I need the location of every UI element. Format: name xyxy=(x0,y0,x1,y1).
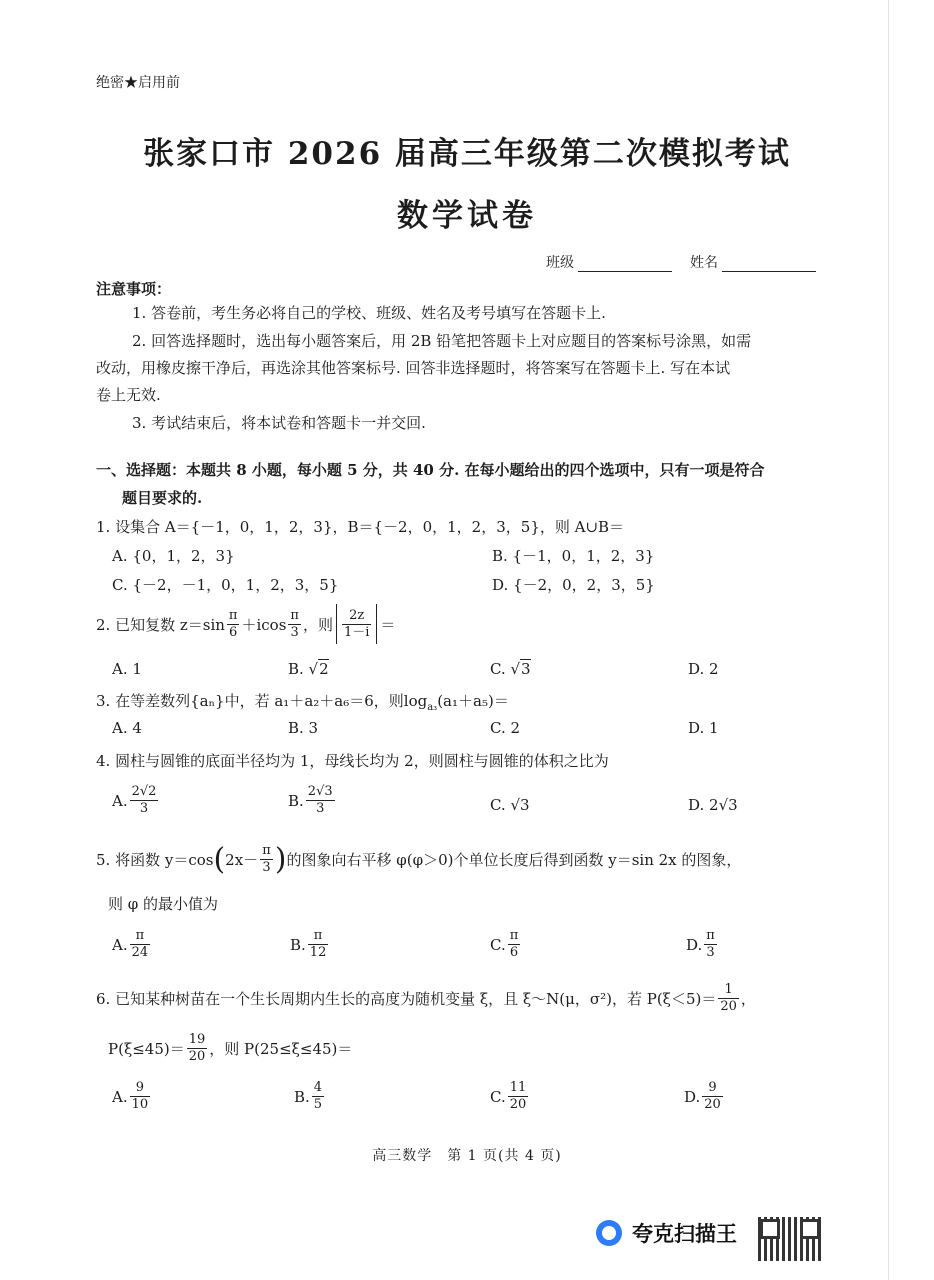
notice-heading: 注意事项： xyxy=(96,280,172,298)
q1-option-b: B. {－1，0，1，2，3} xyxy=(492,547,655,565)
q6-option-d: D. $\frac{9}{20}$ xyxy=(684,1080,721,1112)
q6-stem-line2: P(ξ≤45)＝ $\frac{19}{20}$ ，则 P(25≤ξ≤45)＝ xyxy=(108,1032,353,1064)
q6-option-b: B. $\frac{4}{5}$ xyxy=(294,1080,323,1112)
name-field xyxy=(690,252,816,272)
q3-option-d: D. 1 xyxy=(688,719,719,737)
q1-option-a: A. {0，1，2，3} xyxy=(112,547,235,565)
q5-stem: 5. 将函数 y＝cos ( 2x－ $\frac{\pi}{3}$ ) 的图象向右平移 φ(φ＞0)个单位长度后得到函数 y＝sin 2x 的图象， xyxy=(96,842,742,877)
q1-option-c: C. {－2，－1，0，1，2，3，5} xyxy=(112,576,339,594)
q2-option-a: A. 1 xyxy=(112,660,142,678)
q6-option-a: A. $\frac{9}{10}$ xyxy=(112,1080,149,1112)
q2-stem-mid: ＋icos xyxy=(241,615,287,634)
notice-item-1: 1. 答卷前，考生务必将自己的学校、班级、姓名及考号填写在答题卡上. xyxy=(132,304,606,322)
section-heading xyxy=(96,456,765,512)
q2-stem xyxy=(96,604,395,644)
q3-option-b: B. 3 xyxy=(288,719,319,737)
q2-frac-2z: $\frac{2z}{1-i}$ xyxy=(343,607,370,640)
q3-option-c: C. 2 xyxy=(490,719,521,737)
name-label: 姓名 xyxy=(690,255,718,271)
q3-stem: 3. 在等差数列{aₙ}中，若 a₁＋a₂＋a₆＝6，则$\log_{a_3}(a_1+a_5)=$ xyxy=(96,692,509,713)
class-label: 班级 xyxy=(546,255,574,271)
exam-subtitle: 数学试卷 xyxy=(397,198,537,234)
q1-option-d: D. {－2，0，2，3，5} xyxy=(492,576,655,594)
notice-item-2-line1: 2. 回答选择题时，选出每小题答案后，用 2B 铅笔把答题卡上对应题目的答案标号涂黑，如需 xyxy=(132,332,752,350)
q4-stem: 4. 圆柱与圆锥的底面半径均为 1，母线长均为 2，则圆柱与圆锥的体积之比为 xyxy=(96,752,609,770)
notice-item-2-line3: 卷上无效. xyxy=(96,386,161,404)
q6-option-c: C. $\frac{11}{20}$ xyxy=(490,1080,527,1112)
q6-stem: 6. 已知某种树苗在一个生长周期内生长的高度为随机变量 ξ，且 ξ～N(μ，σ²)，若 P(ξ＜5)＝ $\frac{1}{20}$ ， xyxy=(96,982,756,1014)
secret-label: 绝密★启用前 xyxy=(96,75,180,91)
scanner-watermark xyxy=(596,1218,737,1248)
q2-stem-then: ，则 xyxy=(302,615,333,634)
q4-option-c: C. √3 xyxy=(490,796,530,814)
q2-frac-pi-6: $\frac{\pi}{6}$ xyxy=(228,607,238,640)
q3-option-a: A. 4 xyxy=(112,719,142,737)
q5-option-a: A. $\frac{\pi}{24}$ xyxy=(112,928,149,960)
q5-option-b: B. $\frac{\pi}{12}$ xyxy=(290,928,327,960)
q2-option-b: B. √2 xyxy=(288,660,329,678)
qr-code-icon xyxy=(758,1217,822,1261)
section-line-2: 题目要求的. xyxy=(122,489,203,507)
section-line-1: 一、选择题：本题共 8 小题，每小题 5 分，共 40 分. 在每小题给出的四个选项中，只有一项是符合 xyxy=(96,461,765,479)
class-line xyxy=(578,257,672,272)
q2-option-c: C. √3 xyxy=(490,660,531,678)
q4-option-b: B. $\frac{2√3}{3}$ xyxy=(288,784,333,816)
exam-title: 张家口市 2026 届高三年级第二次模拟考试 xyxy=(143,136,791,172)
scanner-logo-text: 夸克扫描王 xyxy=(632,1222,737,1246)
name-line xyxy=(722,257,816,272)
q2-option-d: D. 2 xyxy=(688,660,719,678)
page-footer: 高三数学 第 1 页(共 4 页) xyxy=(372,1148,562,1164)
q5-stem-line2: 则 φ 的最小值为 xyxy=(108,895,219,913)
q2-stem-eq: ＝ xyxy=(380,615,396,634)
q4-option-d: D. 2√3 xyxy=(688,796,738,814)
q2-frac-pi-3: $\frac{\pi}{3}$ xyxy=(290,607,299,640)
notice-item-2-line2: 改动，用橡皮擦干净后，再选涂其他答案标号. 回答非选择题时，将答案写在答题卡上. 写在本试 xyxy=(96,359,731,377)
scanner-logo-icon xyxy=(596,1220,622,1246)
q1-stem: 1. 设集合 A＝{－1，0，1，2，3}，B＝{－2，0，1，2，3，5}，则 A∪B＝ xyxy=(96,518,625,536)
q4-option-a: A. $\frac{2√2}{3}$ xyxy=(112,784,157,816)
q5-option-c: C. $\frac{\pi}{6}$ xyxy=(490,928,519,960)
class-field xyxy=(546,252,672,272)
q5-option-d: D. $\frac{\pi}{3}$ xyxy=(686,928,715,960)
notice-item-3: 3. 考试结束后，将本试卷和答题卡一并交回. xyxy=(132,414,426,432)
q2-stem-pre: 2. 已知复数 z＝sin xyxy=(96,615,225,634)
